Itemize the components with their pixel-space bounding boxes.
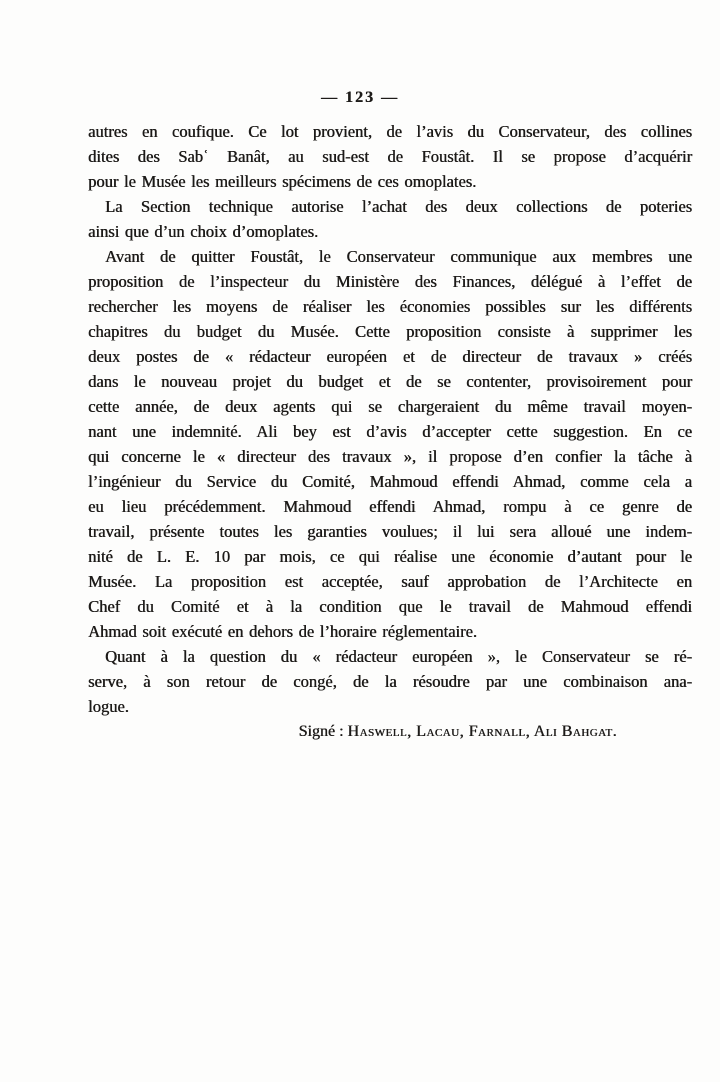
paragraph bbox=[88, 644, 692, 719]
text-block bbox=[88, 119, 692, 719]
signature-names: Haswell, Lacau, Farnall, Ali Bahgat. bbox=[347, 723, 617, 740]
text-line: logue. bbox=[88, 697, 129, 716]
text-line: Avant de quitter Foustât, le Conservateur communique aux membres une bbox=[105, 247, 692, 266]
text-line: travail, présente toutes les garanties voulues; il lui sera alloué une indem- bbox=[88, 522, 692, 541]
text-line: proposition de l’inspecteur du Ministère des Finances, délégué à l’effet de bbox=[88, 272, 692, 291]
text-line: Ahmad soit exécuté en dehors de l’horaire réglementaire. bbox=[88, 622, 477, 641]
text-line: pour le Musée les meilleurs spécimens de ces omoplates. bbox=[88, 172, 477, 191]
text-line: deux postes de « rédacteur européen et de directeur de travaux » créés bbox=[88, 347, 692, 366]
text-line: l’ingénieur du Service du Comité, Mahmoud effendi Ahmad, comme cela a bbox=[88, 472, 692, 491]
text-line: cette année, de deux agents qui se chargeraient du même travail moyen- bbox=[88, 397, 692, 416]
text-line: nité de L. E. 10 par mois, ce qui réalise une économie d’autant pour le bbox=[88, 547, 692, 566]
text-line: rechercher les moyens de réaliser les économies possibles sur les différents bbox=[88, 297, 692, 316]
text-line: La Section technique autorise l’achat des deux collections de poteries bbox=[105, 197, 692, 216]
text-line: ainsi que d’un choix d’omoplates. bbox=[88, 222, 319, 241]
paragraph bbox=[88, 194, 692, 244]
text-line: nant une indemnité. Ali bey est d’avis d’accepter cette suggestion. En ce bbox=[88, 422, 692, 441]
signature-prefix: Signé : bbox=[298, 723, 348, 740]
paragraph bbox=[88, 119, 692, 194]
text-line: serve, à son retour de congé, de la résoudre par une combinaison ana- bbox=[88, 672, 692, 691]
text-line: Chef du Comité et à la condition que le travail de Mahmoud effendi bbox=[88, 597, 692, 616]
text-line: Musée. La proposition est acceptée, sauf approbation de l’Architecte en bbox=[88, 572, 692, 591]
signature-line bbox=[299, 719, 618, 744]
text-line: dans le nouveau projet du budget et de se contenter, provisoirement pour bbox=[88, 372, 692, 391]
text-line: chapitres du budget du Musée. Cette proposition consiste à supprimer les bbox=[88, 322, 692, 341]
text-line: eu lieu précédemment. Mahmoud effendi Ahmad, rompu à ce genre de bbox=[88, 497, 692, 516]
text-line: Quant à la question du « rédacteur européen », le Conservateur se ré- bbox=[105, 647, 692, 666]
text-line: autres en coufique. Ce lot provient, de l’avis du Conservateur, des collines bbox=[88, 122, 692, 141]
text-line: qui concerne le « directeur des travaux », il propose d’en confier la tâche à bbox=[88, 447, 692, 466]
paragraph bbox=[88, 244, 692, 644]
text-line: dites des Sabʿ Banât, au sud-est de Foustât. Il se propose d’acquérir bbox=[88, 147, 692, 166]
page-number: — 123 — bbox=[321, 89, 399, 106]
